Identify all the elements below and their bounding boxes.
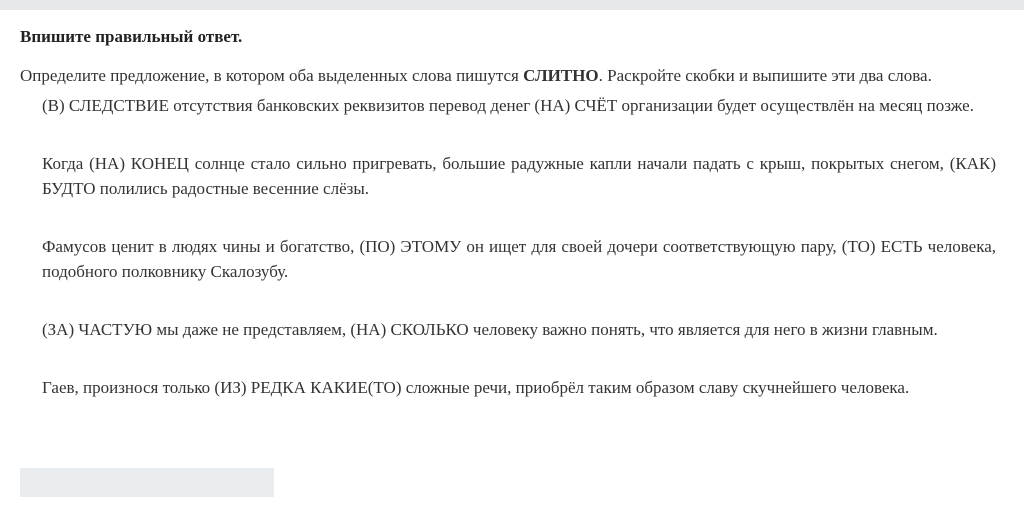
top-bar: [0, 0, 1024, 10]
answer-input[interactable]: [20, 468, 274, 497]
sentence-item-2: Когда (НА) КОНЕЦ солнце стало сильно пригревать, большие радужные капли начали падать с крыш, покрытых снегом, (КАК) БУДТО полились радостные весенние слёзы.: [42, 154, 996, 198]
sentence-item-4: (ЗА) ЧАСТУЮ мы даже не представляем, (НА) СКОЛЬКО человеку важно понять, что является для него в жизни главным.: [42, 320, 938, 339]
sentence-list: [42, 93, 996, 400]
task-text: [20, 65, 1010, 87]
task-text-after: . Раскройте скобки и выпишите эти два слова.: [598, 66, 932, 85]
sentence-item-5: Гаев, произнося только (ИЗ) РЕДКА КАКИЕ(ТО) сложные речи, приобрёл таким образом славу скучнейшего человека.: [42, 378, 910, 397]
sentence-item-1: (В) СЛЕДСТВИЕ отсутствия банковских реквизитов перевод денег (НА) СЧЁТ организации будет осуществлён на месяц позже.: [42, 96, 974, 115]
task-text-before: Определите предложение, в котором оба выделенных слова пишутся: [20, 66, 524, 85]
sentence-item-3: Фамусов ценит в людях чины и богатство, (ПО) ЭТОМУ он ищет для своей дочери соответствующую пару, (ТО) ЕСТЬ человека, подобного полковнику Скалозубу.: [42, 237, 996, 281]
question-block: [20, 26, 1010, 433]
task-emphasis: СЛИТНО: [523, 66, 599, 85]
question-instruction: Впишите правильный ответ.: [20, 27, 243, 46]
